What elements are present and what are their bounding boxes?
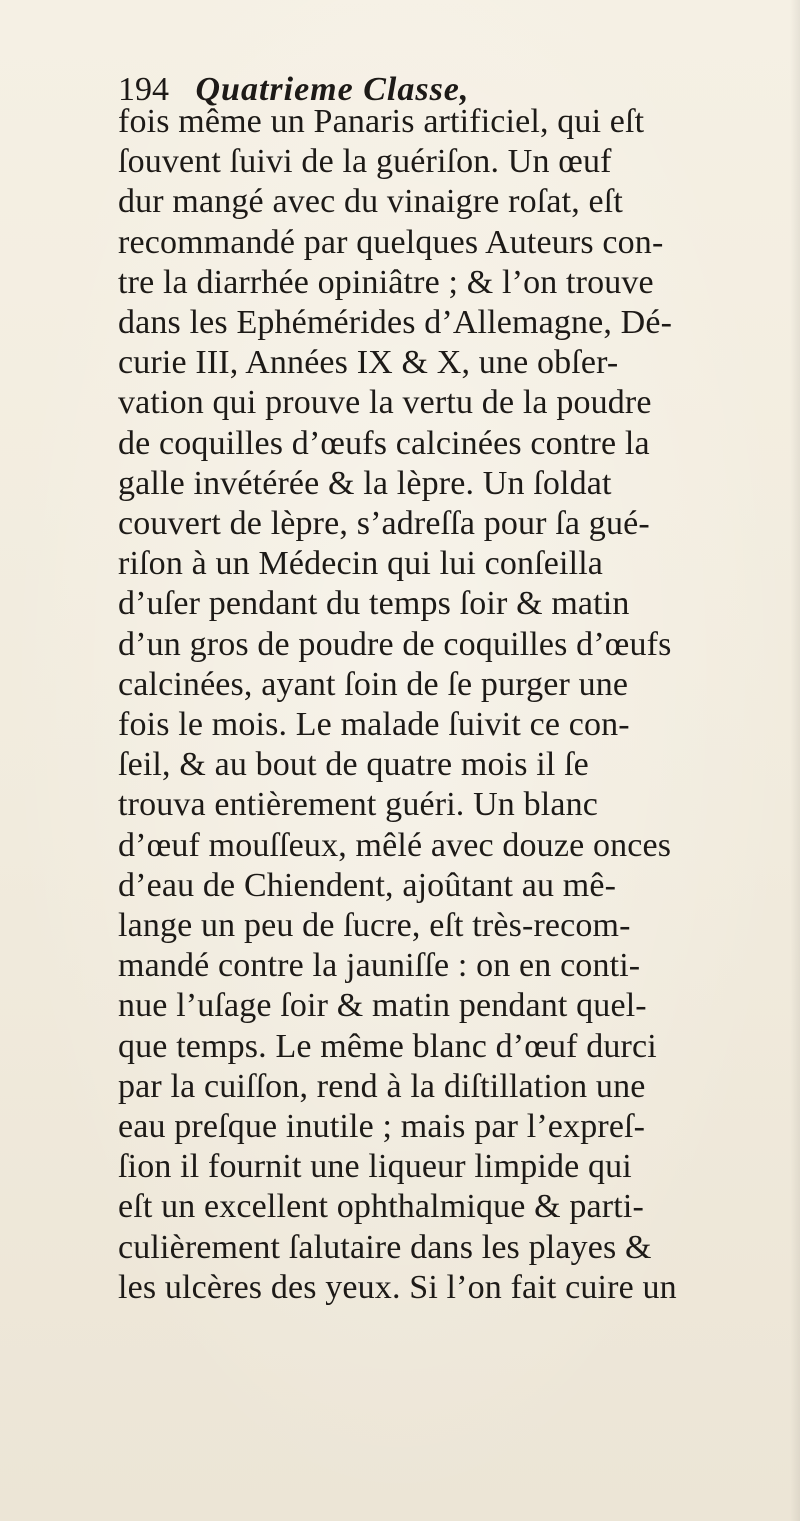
text-line: eſt un excellent ophthalmique & parti- bbox=[118, 1188, 644, 1226]
text-line: ſion il fournit une liqueur limpide qui bbox=[118, 1148, 632, 1186]
text-line: fois le mois. Le malade ſuivit ce con- bbox=[118, 706, 630, 744]
text-line: recommandé par quelques Auteurs con- bbox=[118, 223, 664, 261]
page-number: 194 bbox=[118, 71, 169, 108]
text-line: vation qui prouve la vertu de la poudre bbox=[118, 384, 652, 422]
text-line: d’œuf mouſſeux, mêlé avec douze onces bbox=[118, 826, 672, 864]
text-line: dans les Ephémérides d’Allemagne, Dé- bbox=[118, 304, 673, 342]
text-line: par la cuiſſon, rend à la diſtillation une bbox=[118, 1067, 646, 1105]
text-line: d’uſer pendant du temps ſoir & matin bbox=[118, 585, 630, 623]
text-line: galle invétérée & la lèpre. Un ſoldat bbox=[118, 464, 612, 502]
text-line: lange un peu de ſucre, eſt très-recom- bbox=[118, 907, 631, 945]
text-line: dur mangé avec du vinaigre roſat, eſt bbox=[118, 183, 623, 221]
body-text bbox=[118, 102, 773, 1308]
text-line: fois même un Panaris artificiel, qui eſt bbox=[118, 103, 645, 140]
text-line: mandé contre la jauniſſe : on en conti- bbox=[118, 947, 641, 985]
text-line: calcinées, ayant ſoin de ſe purger une bbox=[118, 665, 629, 703]
text-line: ſouvent ſuivi de la guériſon. Un œuf bbox=[118, 143, 612, 181]
text-line: riſon à un Médecin qui lui conſeilla bbox=[118, 545, 604, 583]
text-line: les ulcères des yeux. Si l’on fait cuire un bbox=[118, 1268, 677, 1306]
running-title: Quatrieme Classe, bbox=[195, 71, 470, 108]
text-line: nue l’uſage ſoir & matin pendant quel- bbox=[118, 987, 647, 1025]
text-line: culièrement ſalutaire dans les playes & bbox=[118, 1228, 652, 1266]
text-line: ſeil, & au bout de quatre mois il ſe bbox=[118, 746, 589, 784]
text-line: d’eau de Chiendent, ajoûtant au mê- bbox=[118, 866, 617, 904]
text-line: que temps. Le même blanc d’œuf durci bbox=[118, 1027, 657, 1065]
page-edge-shadow bbox=[790, 0, 800, 1521]
text-line: eau preſque inutile ; mais par l’expreſ- bbox=[118, 1108, 646, 1146]
text-line: d’un gros de poudre de coquilles d’œufs bbox=[118, 625, 672, 663]
text-line: de coquilles d’œufs calcinées contre la bbox=[118, 424, 650, 462]
text-line: couvert de lèpre, s’adreſſa pour ſa gué- bbox=[118, 505, 650, 543]
text-line: tre la diarrhée opiniâtre ; & l’on trouve bbox=[118, 263, 654, 301]
text-line: trouva entièrement guéri. Un blanc bbox=[118, 786, 598, 824]
text-line: curie III, Années IX & X, une obſer- bbox=[118, 344, 619, 382]
